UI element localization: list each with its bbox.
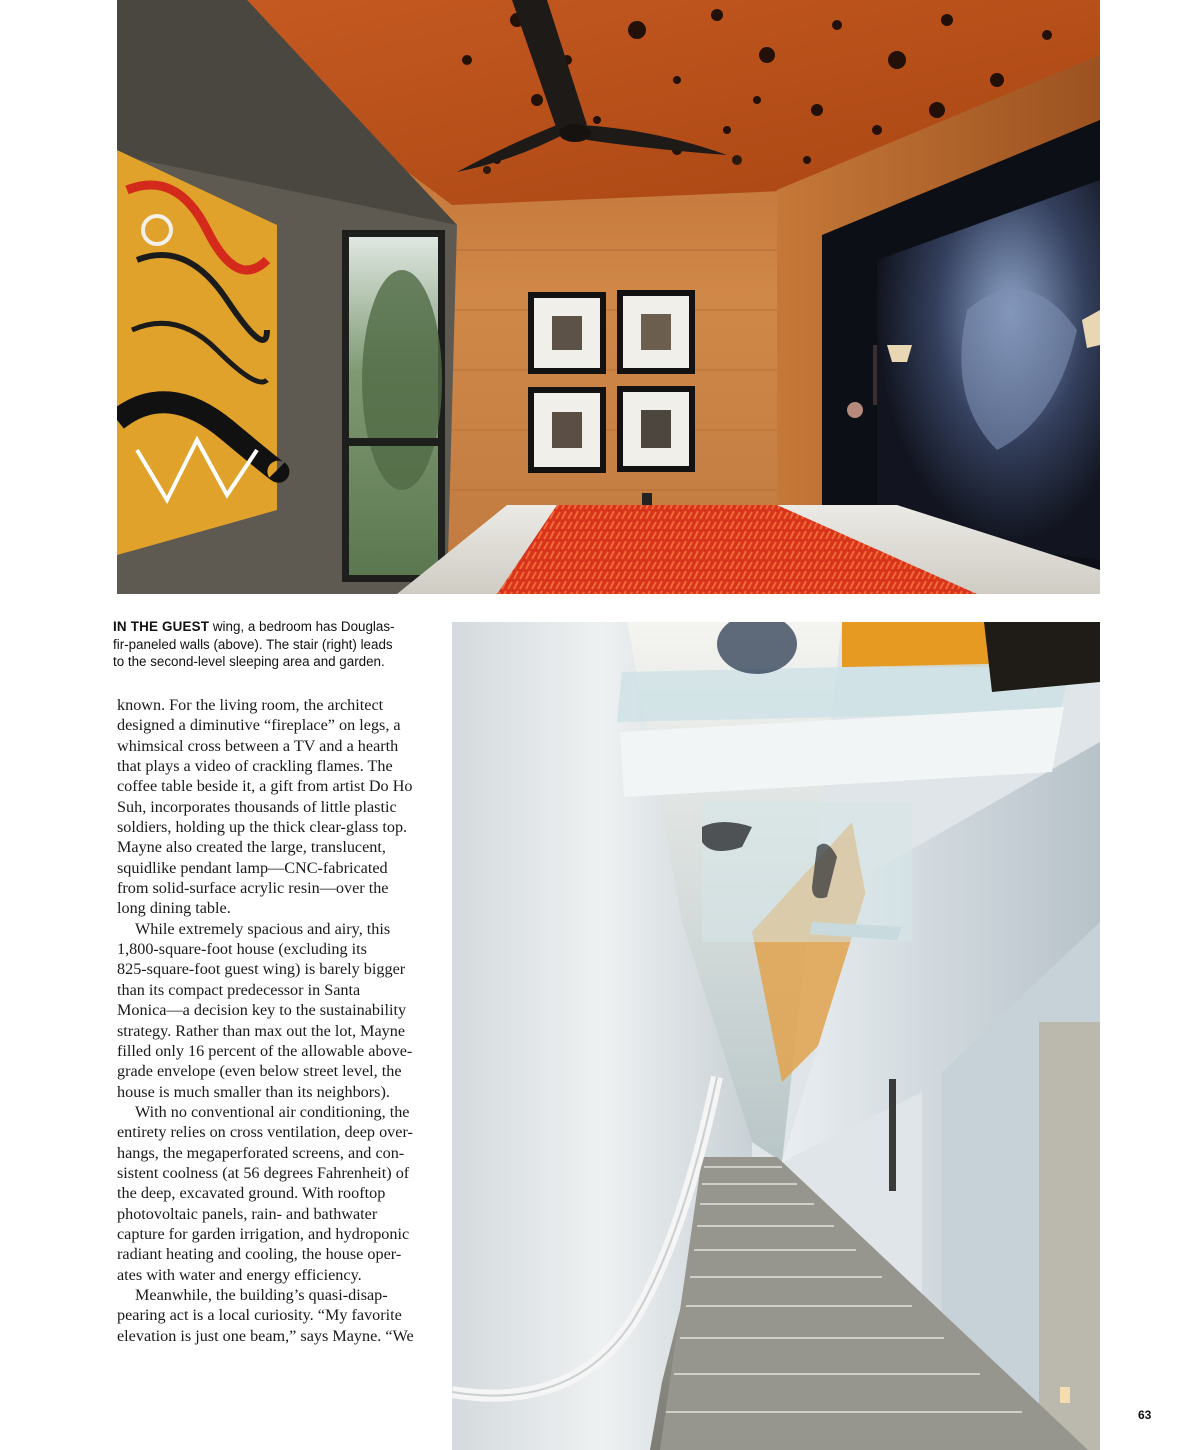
body-line: that plays a video of crackling flames. The — [117, 757, 393, 776]
body-line: radiant heating and cooling, the house oper- — [117, 1245, 402, 1264]
body-line: from solid-surface acrylic resin—over the — [117, 879, 389, 898]
body-line: house is much smaller than its neighbors). — [117, 1082, 390, 1101]
body-line: Meanwhile, the building’s quasi-disap- — [135, 1285, 388, 1304]
photo-caption — [113, 618, 428, 671]
caption-text-1: wing, a bedroom has Douglas- — [209, 619, 395, 634]
body-line: squidlike pendant lamp—CNC-fabricated — [117, 858, 388, 877]
body-line: photovoltaic panels, rain- and bathwater — [117, 1204, 378, 1223]
body-line: hangs, the megaperforated screens, and con- — [117, 1143, 405, 1162]
body-line: elevation is just one beam,” says Mayne. “We — [117, 1326, 414, 1345]
body-line: 825-square-foot guest wing) is barely bigger — [117, 960, 406, 979]
body-line: ates with water and energy efficiency. — [117, 1265, 362, 1284]
body-line: long dining table. — [117, 899, 231, 918]
body-line: coffee table beside it, a gift from artist Do Ho — [117, 777, 413, 796]
body-line: capture for garden irrigation, and hydroponic — [117, 1224, 410, 1243]
body-line: Mayne also created the large, translucent, — [117, 838, 386, 857]
stair-photo — [452, 622, 1100, 1450]
body-line: With no conventional air conditioning, the — [135, 1102, 410, 1121]
body-line: soldiers, holding up the thick clear-glass top. — [117, 818, 408, 837]
body-line: sistent coolness (at 56 degrees Fahrenheit) of — [117, 1163, 410, 1182]
body-line: filled only 16 percent of the allowable above- — [117, 1041, 413, 1060]
body-line: whimsical cross between a TV and a hearth — [117, 736, 399, 755]
body-line: Monica—a decision key to the sustainability — [117, 1001, 407, 1020]
body-line: 1,800-square-foot house (excluding its — [117, 940, 367, 959]
caption-text-3: to the second-level sleeping area and garden. — [113, 654, 385, 669]
stair-illustration — [452, 622, 1100, 1450]
body-line: grade envelope (even below street level, the — [117, 1062, 402, 1081]
caption-text-2: fir-paneled walls (above). The stair (right) leads — [113, 636, 393, 652]
bedroom-photo — [117, 0, 1100, 594]
article-body — [117, 695, 429, 1346]
body-line: Suh, incorporates thousands of little plastic — [117, 797, 397, 816]
body-line: designed a diminutive “fireplace” on legs, a — [117, 716, 401, 735]
body-line: known. For the living room, the architect — [117, 696, 384, 714]
body-line: While extremely spacious and airy, this — [135, 919, 391, 938]
body-line: strategy. Rather than max out the lot, Mayne — [117, 1021, 405, 1040]
body-line: pearing act is a local curiosity. “My favorite — [117, 1306, 402, 1325]
body-line: the deep, excavated ground. With rooftop — [117, 1184, 386, 1203]
bedroom-illustration — [117, 0, 1100, 594]
body-line: entirety relies on cross ventilation, deep over- — [117, 1123, 413, 1142]
caption-lead: IN THE GUEST — [113, 619, 210, 634]
body-line: than its compact predecessor in Santa — [117, 980, 361, 999]
page-number: 63 — [1138, 1408, 1152, 1422]
